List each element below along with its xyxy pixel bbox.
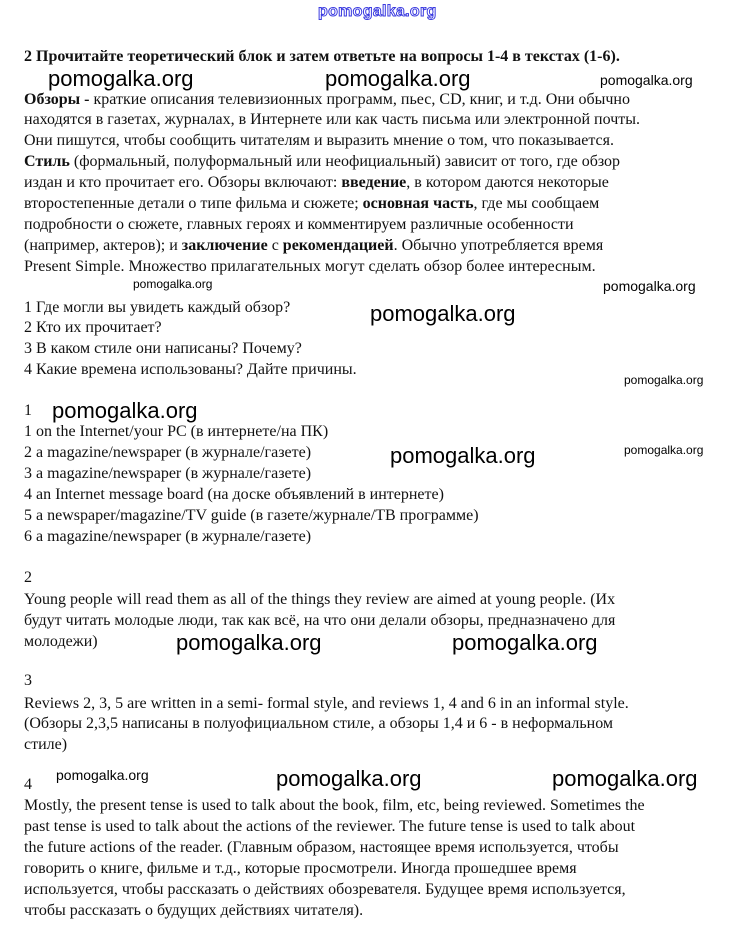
text-segment: , где мы сообщаем	[473, 195, 600, 212]
answer-line: 4 an Internet message board (на доске объявлений в интернете)	[24, 486, 444, 503]
bold-term: заключение	[181, 237, 268, 254]
bold-term: Стиль	[24, 153, 70, 170]
text-segment: (например, актеров); и	[24, 237, 182, 254]
watermark: pomogalka.org	[452, 630, 598, 655]
watermark: pomogalka.org	[133, 277, 213, 291]
answer-line: 3 a magazine/newspaper (в журнале/газете)	[24, 465, 312, 482]
text-segment: . Обычно употребляется время	[393, 237, 604, 254]
answer-line: Reviews 2, 3, 5 are written in a semi- formal style, and reviews 1, 4 and 6 in an informal style.	[24, 695, 629, 712]
answer-line: the future actions of the reader. (Главным образом, настоящее время используется, чтобы	[24, 839, 619, 856]
task-title: 2 Прочитайте теоретический блок и затем ответьте на вопросы 1-4 в текстах (1-6).	[24, 48, 620, 65]
answer-line: 1 on the Internet/your PC (в интернете/на ПК)	[24, 423, 329, 440]
answer-line: молодежи)	[24, 633, 98, 650]
question-item: 1 Где могли вы увидеть каждый обзор?	[24, 299, 291, 316]
answer-line: Mostly, the present tense is used to talk about the book, film, etc, being reviewed. Sometimes the	[24, 797, 645, 814]
question-item: 2 Кто их прочитает?	[24, 319, 162, 336]
answer-line: (Обзоры 2,3,5 написаны в полуофициальном стиле, а обзоры 1,4 и 6 - в неформальном	[24, 715, 614, 732]
theory-line	[24, 195, 599, 213]
text-segment: находятся в газетах, журналах, в Интернете или как часть письма или электронной почты.	[24, 111, 640, 128]
theory-line	[24, 153, 620, 171]
theory-line	[24, 91, 630, 109]
watermark: pomogalka.org	[176, 630, 322, 655]
text-segment: с	[267, 237, 283, 254]
text-segment: , в котором даются некоторые	[406, 174, 609, 191]
bold-term: введение	[341, 174, 407, 191]
bold-term: Обзоры -	[24, 91, 94, 108]
watermark: pomogalka.org	[325, 66, 471, 91]
theory-line	[24, 237, 603, 255]
watermark: pomogalka.org	[624, 443, 704, 457]
answer-number: 3	[24, 672, 32, 689]
answer-line: 5 a newspaper/magazine/TV guide (в газете/журнале/ТВ программе)	[24, 507, 479, 524]
text-segment: Они пишутся, чтобы сообщить читателям и выразить мнение о том, что показывается.	[24, 132, 614, 149]
question-item: 3 В каком стиле они написаны? Почему?	[24, 340, 302, 357]
text-segment: издан и кто прочитает его. Обзоры включают:	[24, 174, 342, 191]
watermark-top: pomogalka.org	[318, 3, 437, 20]
watermark: pomogalka.org	[276, 766, 422, 791]
theory-line	[24, 132, 614, 150]
text-segment: подробности о сюжете, главных героях и комментируем различные особенности	[24, 216, 574, 233]
answer-line: чтобы рассказать о будущих действиях читателя).	[24, 902, 364, 919]
text-segment: Present Simple. Множество прилагательных могут сделать обзор более интересным.	[24, 258, 596, 275]
question-item: 4 Какие времена использованы? Дайте причины.	[24, 361, 357, 378]
theory-line	[24, 258, 596, 276]
answer-line: 2 a magazine/newspaper (в журнале/газете)	[24, 444, 312, 461]
text-segment: краткие описания телевизионных программ, пьес, CD, книг, и т.д. Они обычно	[93, 91, 630, 108]
watermark: pomogalka.org	[56, 767, 149, 783]
theory-line	[24, 174, 609, 192]
bold-term: рекомендацией	[282, 237, 394, 254]
bold-term: основная часть	[362, 195, 474, 212]
answer-number: 1	[24, 402, 32, 419]
watermark: pomogalka.org	[624, 373, 704, 387]
answer-line: past tense is used to talk about the actions of the reviewer. The future tense is used to talk about	[24, 818, 636, 835]
watermark: pomogalka.org	[603, 278, 696, 294]
answer-number: 2	[24, 569, 32, 586]
watermark: pomogalka.org	[552, 766, 698, 791]
theory-line	[24, 216, 574, 234]
watermark: pomogalka.org	[600, 72, 693, 88]
answer-number: 4	[24, 776, 32, 793]
answer-line: стиле)	[24, 736, 68, 753]
answer-line: 6 a magazine/newspaper (в журнале/газете)	[24, 528, 312, 545]
answer-line: используется, чтобы рассказать о действиях обозревателя. Будущее время используется,	[24, 881, 626, 898]
watermark: pomogalka.org	[52, 398, 198, 423]
watermark: pomogalka.org	[390, 443, 536, 468]
answer-line: будут читать молодые люди, так как всё, на что они делали обзоры, предназначено для	[24, 612, 616, 629]
watermark: pomogalka.org	[48, 66, 194, 91]
text-segment: (формальный, полуформальный или неофициальный) зависит от того, где обзор	[69, 153, 621, 170]
answer-line: Young people will read them as all of the things they review are aimed at young people. (Их	[24, 591, 616, 608]
watermark: pomogalka.org	[370, 301, 516, 326]
answer-line: говорить о книге, фильме и т.д., которые просмотрели. Иногда прошедшее время	[24, 860, 577, 877]
text-segment: второстепенные детали о типе фильма и сюжете;	[24, 195, 363, 212]
theory-line	[24, 111, 640, 129]
